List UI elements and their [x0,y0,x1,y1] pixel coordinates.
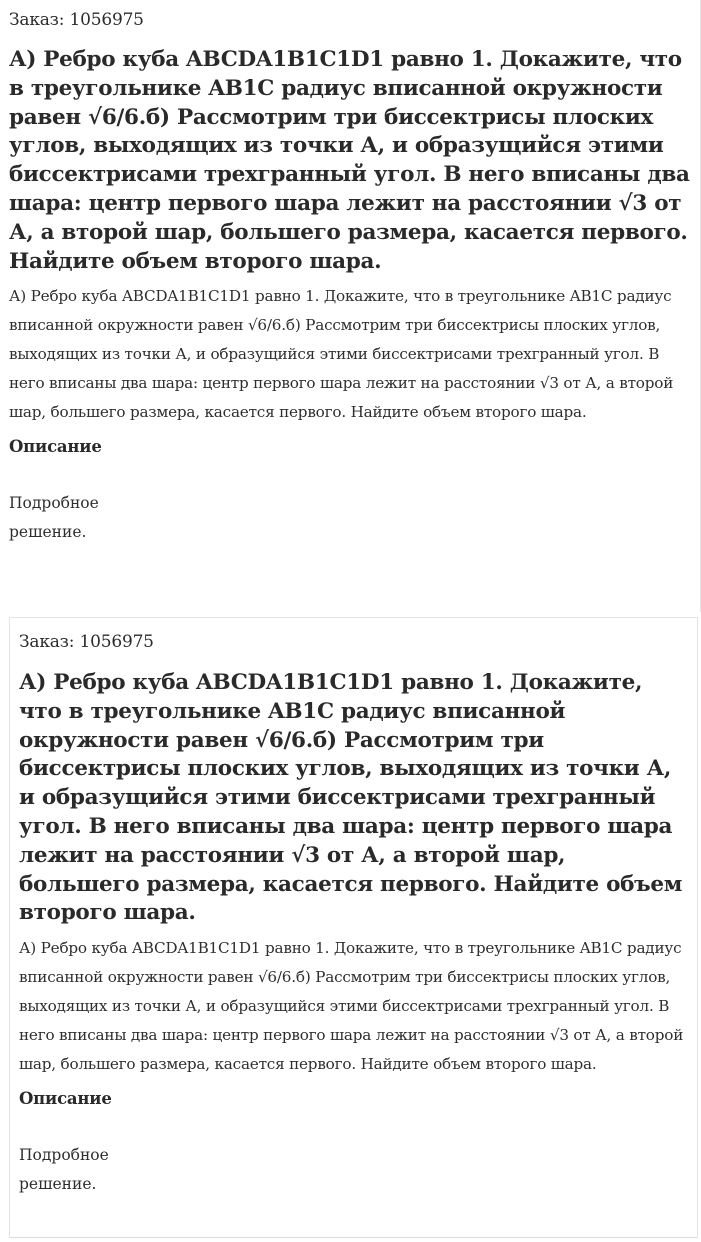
description-text: Подробное решение. [9,494,99,542]
order-card-2 [9,617,698,1238]
description-heading: Описание [9,437,102,457]
task-title: А) Ребро куба ABCDA1B1C1D1 равно 1. Докажите, что в треугольнике AB1C радиус вписанной окружности равен √6/6.б) Рассмотрим три биссектрисы плоских углов, выходящих из точки А, и образущийся этими биссектрисами трехгранный угол. В него вписаны два шара: центр первого шара лежит на расстоянии √3 от А, а второй шар, большего размера, касается первого. Найдите объем второго шара. [19,670,683,926]
order-number: Заказ: 1056975 [19,632,154,652]
order-number: Заказ: 1056975 [9,10,144,30]
description-text: Подробное решение. [19,1146,109,1194]
task-text: А) Ребро куба ABCDA1B1C1D1 равно 1. Докажите, что в треугольнике AB1C радиус вписанной окружности равен √6/6.б) Рассмотрим три биссектрисы плоских углов, выходящих из точки А, и образущийся этими биссектрисами трехгранный угол. В него вписаны два шара: центр первого шара лежит на расстоянии √3 от А, а второй шар, большего размера, касается первого. Найдите объем второго шара. [9,287,674,422]
task-title: А) Ребро куба ABCDA1B1C1D1 равно 1. Докажите, что в треугольнике AB1C радиус вписанной окружности равен √6/6.б) Рассмотрим три биссектрисы плоских углов, выходящих из точки А, и образущийся этими биссектрисами трехгранный угол. В него вписаны два шара: центр первого шара лежит на расстоянии √3 от А, а второй шар, большего размера, касается первого. Найдите объем второго шара. [9,47,690,274]
description-heading: Описание [19,1089,112,1109]
task-text: А) Ребро куба ABCDA1B1C1D1 равно 1. Докажите, что в треугольнике AB1C радиус вписанной окружности равен √6/6.б) Рассмотрим три биссектрисы плоских углов, выходящих из точки А, и образущийся этими биссектрисами трехгранный угол. В него вписаны два шара: центр первого шара лежит на расстоянии √3 от А, а второй шар, большего размера, касается первого. Найдите объем второго шара. [19,939,684,1074]
order-card-1 [0,0,701,612]
